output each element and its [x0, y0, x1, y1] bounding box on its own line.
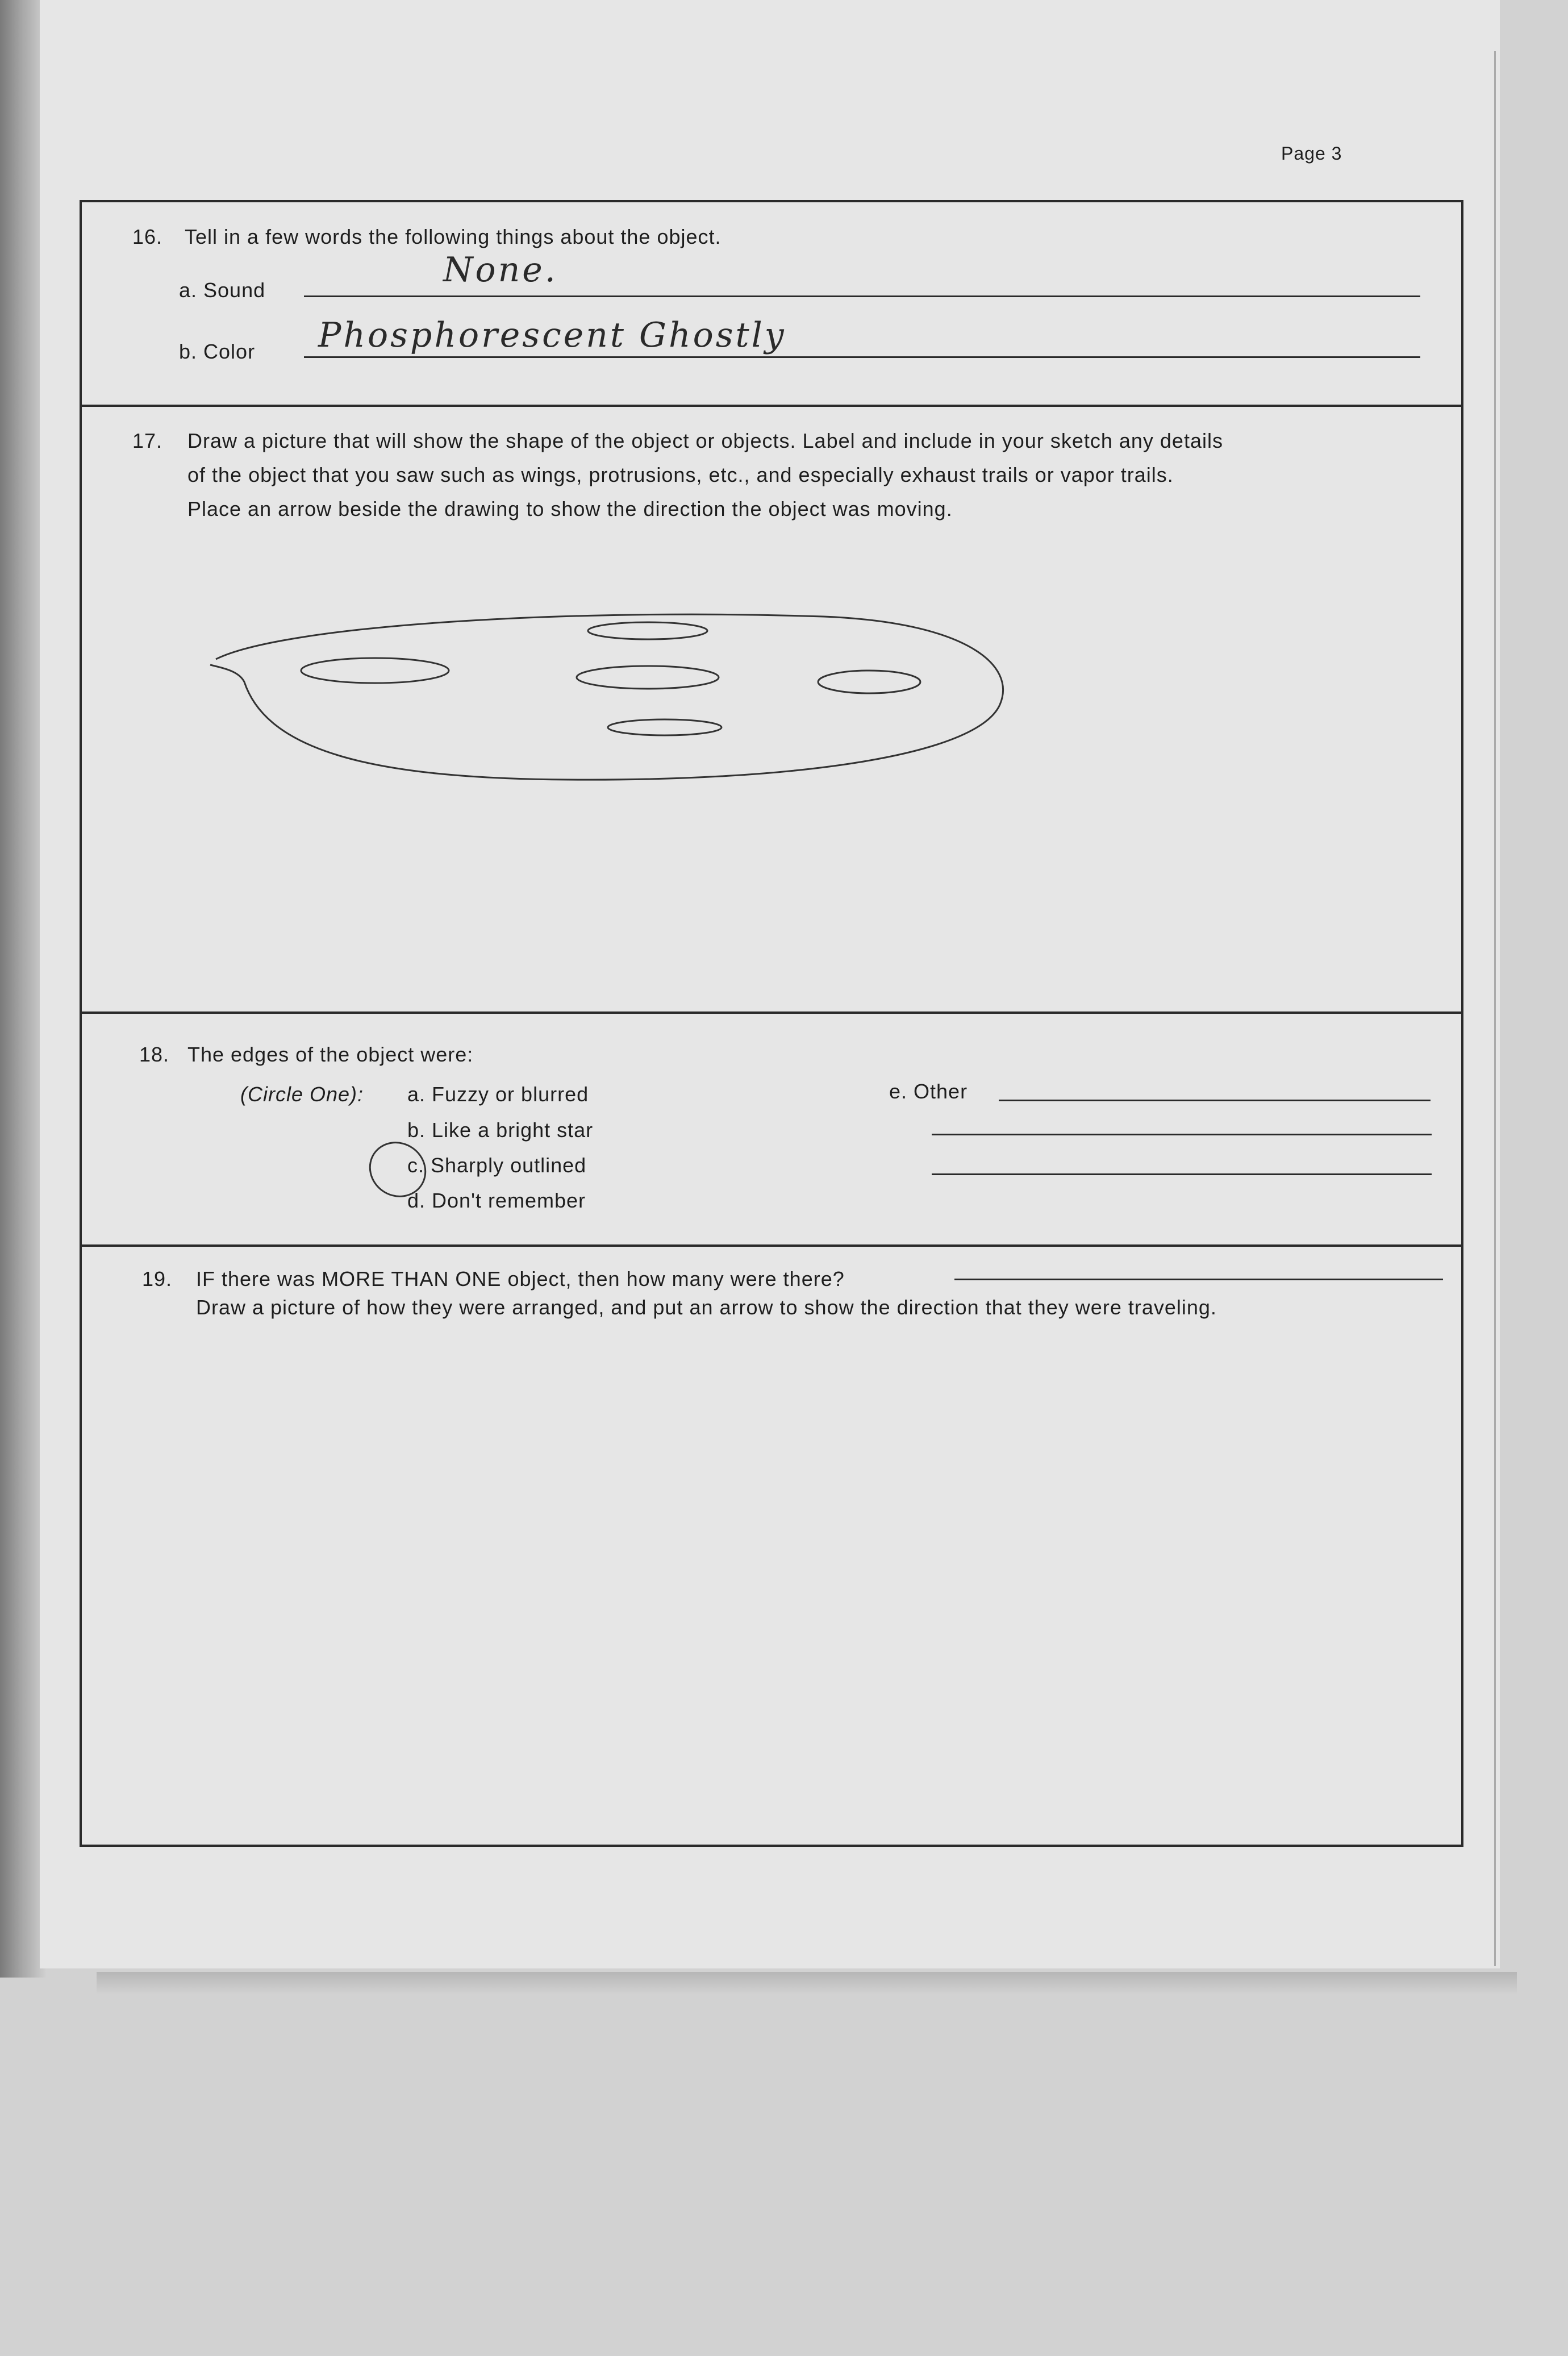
sketch-port-4: [818, 671, 920, 693]
q16-text: Tell in a few words the following things about the object.: [185, 225, 722, 248]
q19-number: 19.: [142, 1267, 173, 1291]
q18-number: 18.: [139, 1043, 170, 1066]
q19-line1: IF there was MORE THAN ONE object, then how many were there?: [196, 1267, 845, 1291]
q19-count-line[interactable]: [954, 1279, 1443, 1280]
sketch-port-2: [588, 622, 707, 639]
q18-option-a[interactable]: a. Fuzzy or blurred: [407, 1083, 589, 1106]
q18-other-line-1[interactable]: [999, 1100, 1431, 1101]
q17-line2: of the object that you saw such as wings, protrusions, etc., and especially exhaust trails or vapor trails.: [187, 463, 1174, 486]
q16b-label: b. Color: [179, 340, 256, 363]
page-number: Page 3: [1281, 143, 1342, 164]
q17-line1: Draw a picture that will show the shape of the object or objects. Label and include in your sketch any details: [187, 429, 1223, 452]
q17-line3: Place an arrow beside the drawing to show the direction the object was moving.: [187, 497, 953, 521]
q18-text: The edges of the object were:: [187, 1043, 474, 1066]
sketch-outer-ellipse: [210, 614, 1003, 780]
q18-option-d[interactable]: d. Don't remember: [407, 1189, 586, 1212]
q16-number: 16.: [132, 225, 163, 248]
sketch-port-5: [608, 719, 722, 735]
sketch-port-1: [301, 658, 449, 683]
q16b-answer[interactable]: Phosphorescent Ghostly: [318, 315, 786, 355]
q18-instruction: (Circle One):: [240, 1083, 364, 1106]
q16a-answer[interactable]: None.: [443, 250, 558, 290]
q17-number: 17.: [132, 429, 163, 452]
sketch-port-3: [577, 666, 719, 689]
q18-option-b[interactable]: b. Like a bright star: [407, 1118, 594, 1142]
q18-other-line-3[interactable]: [932, 1173, 1432, 1175]
q18-other-line-2[interactable]: [932, 1134, 1432, 1135]
q18-option-c[interactable]: c. Sharply outlined: [407, 1154, 587, 1177]
q18-option-e-label: e. Other: [889, 1080, 968, 1103]
q19-line2: Draw a picture of how they were arranged, and put an arrow to show the direction that they were traveling.: [196, 1296, 1217, 1319]
q16a-label: a. Sound: [179, 278, 266, 302]
